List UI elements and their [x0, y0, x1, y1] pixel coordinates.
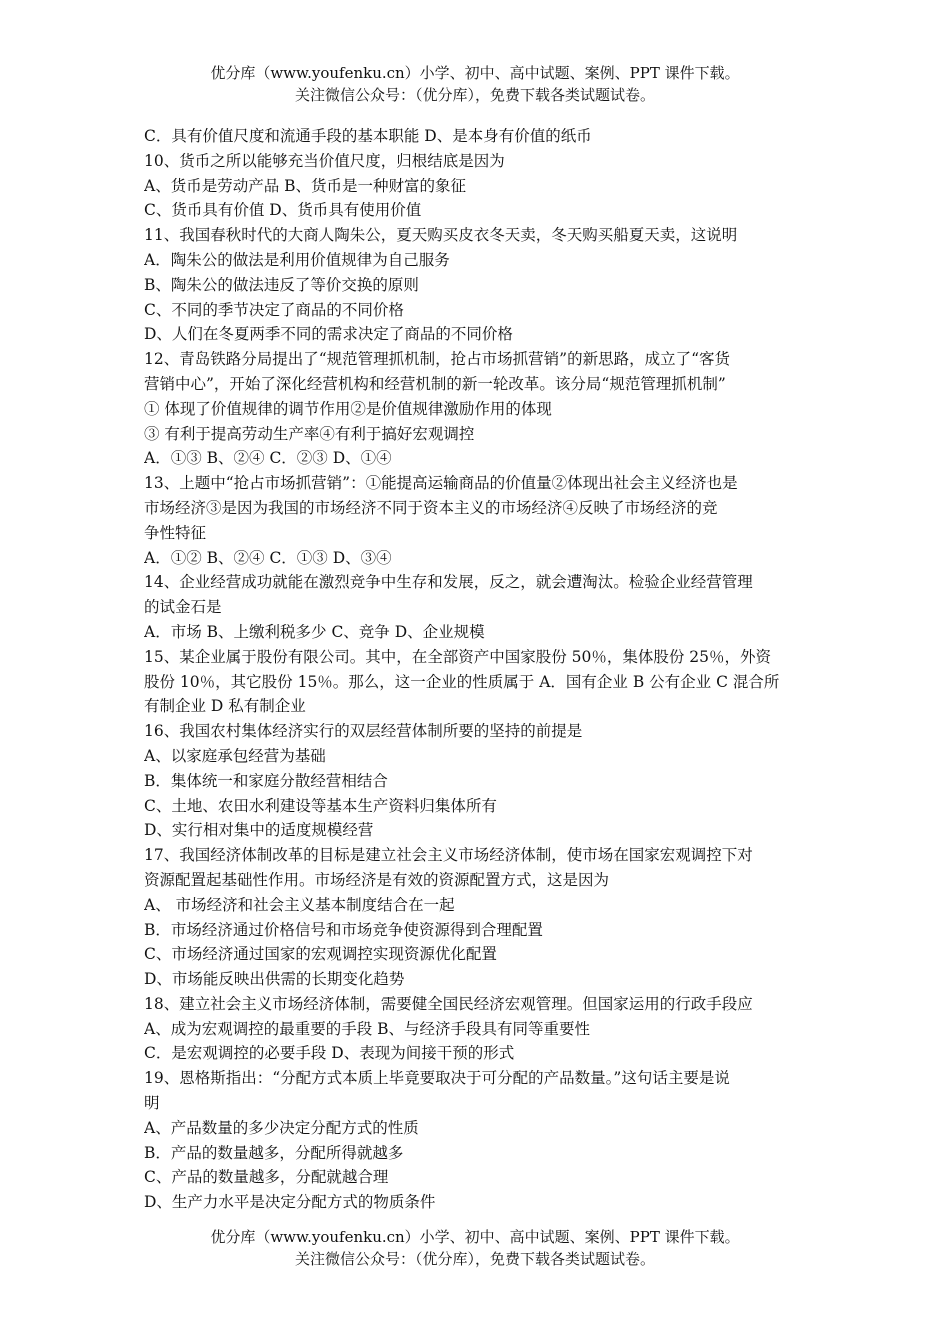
text-line: 17、我国经济体制改革的目标是建立社会主义市场经济体制，使市场在国家宏观调控下对: [144, 846, 753, 865]
page-footer: [0, 1226, 950, 1270]
text-line: A．①③ B、②④ C．②③ D、①④: [144, 449, 392, 468]
text-line: C．是宏观调控的必要手段 D、表现为间接干预的形式: [144, 1044, 515, 1063]
text-line: A．陶朱公的做法是利用价值规律为自己服务: [144, 250, 450, 269]
text-line: 的试金石是: [144, 598, 222, 617]
text-line: B、陶朱公的做法违反了等价交换的原则: [144, 275, 419, 294]
text-line: A．①② B、②④ C．①③ D、③④: [144, 548, 392, 567]
text-line: A．市场 B、上缴利税多少 C、竞争 D、企业规模: [144, 622, 485, 641]
text-line: 营销中心”，开始了深化经营机构和经营机制的新一轮改革。该分局“规范管理抓机制”: [144, 374, 726, 393]
footer-line-1: 优分库（www.youfenku.cn）小学、初中、高中试题、案例、PPT 课件下载。: [210, 1228, 740, 1246]
text-line: 资源配置起基础性作用。市场经济是有效的资源配置方式，这是因为: [144, 870, 610, 889]
footer-line-2: 关注微信公众号：（优分库），免费下载各类试题试卷。: [294, 1250, 655, 1268]
header-line-2: 关注微信公众号：（优分库），免费下载各类试题试卷。: [294, 86, 655, 104]
text-line: ③ 有利于提高劳动生产率④有利于搞好宏观调控: [144, 424, 475, 443]
text-line: 18、建立社会主义市场经济体制，需要健全国民经济宏观管理。但国家运用的行政手段应: [144, 994, 753, 1013]
text-line: 12、青岛铁路分局提出了“规范管理抓机制，抢占市场抓营销”的新思路，成立了“客货: [144, 350, 730, 369]
text-line: C、货币具有价值 D、货币具有使用价值: [144, 201, 422, 220]
text-line: 争性特征: [144, 523, 207, 542]
text-line: 11、我国春秋时代的大商人陶朱公，夏天购买皮衣冬天卖，冬天购买船夏天卖，这说明: [144, 226, 738, 245]
text-line: 明: [144, 1094, 160, 1113]
text-line: 19、恩格斯指出：“分配方式本质上毕竟要取决于可分配的产品数量。”这句话主要是说: [144, 1069, 730, 1088]
text-line: C、市场经济通过国家的宏观调控实现资源优化配置: [144, 945, 497, 964]
text-line: ① 体现了价值规律的调节作用②是价值规律激励作用的体现: [144, 399, 552, 418]
header-line-1: 优分库（www.youfenku.cn）小学、初中、高中试题、案例、PPT 课件下载。: [210, 64, 740, 82]
text-line: 13、上题中“抢占市场抓营销”：①能提高运输商品的价值量②体现出社会主义经济也是: [144, 474, 738, 493]
text-line: C、产品的数量越多，分配就越合理: [144, 1168, 389, 1187]
text-line: 15、某企业属于股份有限公司。其中，在全部资产中国家股份 50％，集体股份 25％，外资: [144, 647, 772, 666]
text-line: 股份 10％，其它股份 15％。那么，这一企业的性质属于 A．国有企业 B 公有企业 C 混合所: [144, 672, 780, 691]
text-line: B．市场经济通过价格信号和市场竞争使资源得到合理配置: [144, 920, 543, 939]
text-line: D、实行相对集中的适度规模经营: [144, 821, 374, 840]
text-line: B．产品的数量越多，分配所得就越多: [144, 1143, 404, 1162]
page-header: [0, 62, 950, 106]
text-line: 市场经济③是因为我国的市场经济不同于资本主义的市场经济④反映了市场经济的竞: [144, 498, 718, 517]
text-line: C、土地、农田水利建设等基本生产资料归集体所有: [144, 796, 497, 815]
body-text: [144, 124, 810, 1215]
text-line: 10、货币之所以能够充当价值尺度，归根结底是因为: [144, 151, 505, 170]
text-line: A、成为宏观调控的最重要的手段 B、与经济手段具有同等重要性: [144, 1019, 591, 1038]
text-line: D、生产力水平是决定分配方式的物质条件: [144, 1193, 436, 1212]
text-line: A、 市场经济和社会主义基本制度结合在一起: [144, 895, 455, 914]
text-line: B．集体统一和家庭分散经营相结合: [144, 771, 388, 790]
text-line: 16、我国农村集体经济实行的双层经营体制所要的坚持的前提是: [144, 722, 583, 741]
text-line: A、以家庭承包经营为基础: [144, 746, 326, 765]
text-line: A、货币是劳动产品 B、货币是一种财富的象征: [144, 176, 467, 195]
text-line: C、不同的季节决定了商品的不同价格: [144, 300, 404, 319]
text-line: A、产品数量的多少决定分配方式的性质: [144, 1118, 419, 1137]
text-line: D、市场能反映出供需的长期变化趋势: [144, 970, 405, 989]
text-line: 有制企业 D 私有制企业: [144, 697, 306, 716]
text-line: D、人们在冬夏两季不同的需求决定了商品的不同价格: [144, 325, 513, 344]
text-line: 14、企业经营成功就能在激烈竞争中生存和发展，反之，就会遭淘汰。检验企业经营管理: [144, 573, 753, 592]
text-line: C．具有价值尺度和流通手段的基本职能 D、是本身有价值的纸币: [144, 127, 592, 145]
